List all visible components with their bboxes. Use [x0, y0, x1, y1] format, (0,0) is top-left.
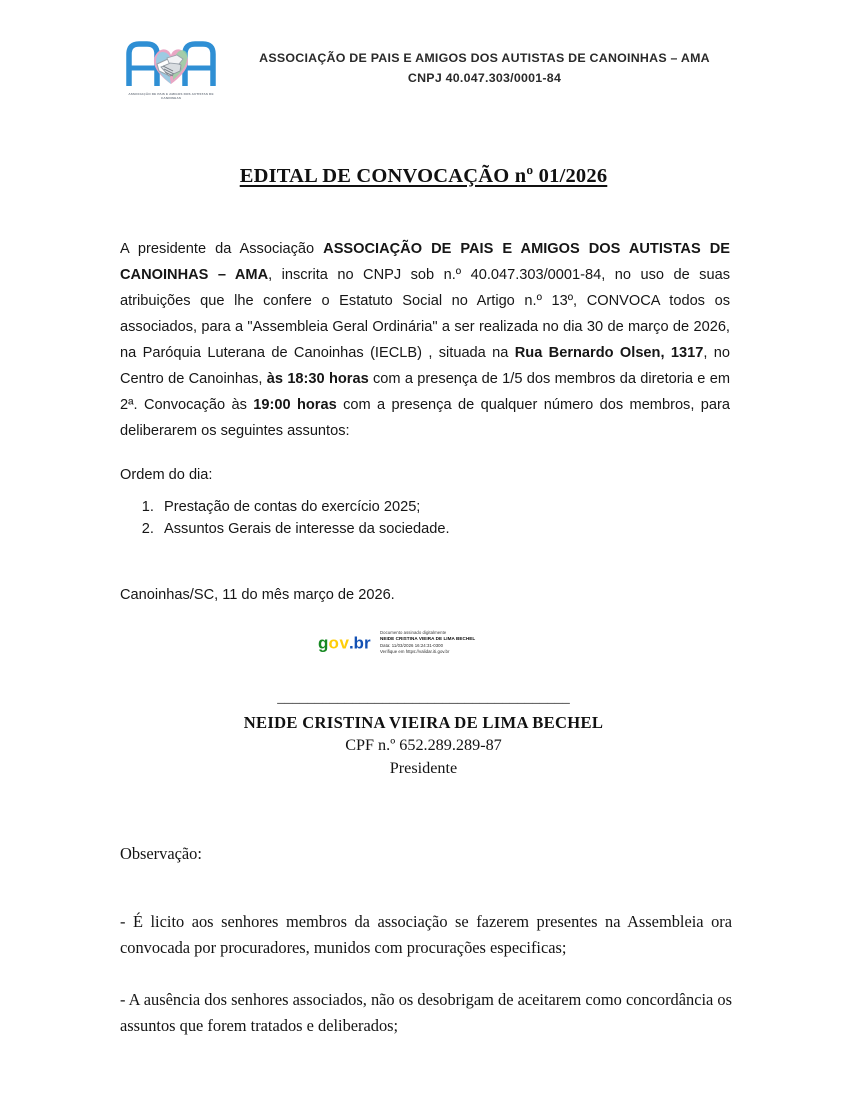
- ama-logo: [116, 38, 226, 101]
- svg-text:.: .: [349, 633, 354, 653]
- page-title-text: EDITAL DE CONVOCAÇÃO nº 01/2026: [239, 165, 608, 187]
- observation-item-1: - É licito aos senhores membros da associação se fazerem presentes na Assembleia ora convocada por procuradores, munidos com procurações especificas;: [120, 912, 732, 957]
- svg-text:r: r: [364, 633, 371, 653]
- list-item: 1. Prestação de contas do exercício 2025;: [158, 496, 730, 518]
- svg-text:o: o: [328, 633, 339, 653]
- organization-name: ASSOCIAÇÃO DE PAIS E AMIGOS DOS AUTISTAS DE CANOINHAS – AMA: [259, 51, 710, 65]
- stamp-date: Data: 11/03/2026 16:24:31-0300: [380, 642, 444, 648]
- govbr-logo-icon: [318, 632, 374, 654]
- header-title-group: [226, 38, 847, 88]
- signatory-cpf: CPF n.º 652.289.289-87: [345, 736, 502, 754]
- para-bold-org-name: ASSOCIAÇÃO DE PAIS E AMIGOS DOS AUTISTAS DE CANOINHAS – AMA: [120, 241, 730, 283]
- agenda-list: [120, 496, 730, 540]
- signatory-name: NEIDE CRISTINA VIEIRA DE LIMA BECHEL: [243, 713, 604, 732]
- para-bold-time-second: 19:00 horas: [253, 397, 337, 413]
- organization-cnpj: CNPJ 40.047.303/0001-84: [407, 70, 562, 85]
- para-bold-time-first: às 18:30 horas: [266, 371, 369, 387]
- svg-text:b: b: [353, 633, 364, 653]
- stamp-text-block: [380, 630, 475, 656]
- convocation-paragraph: [120, 236, 730, 444]
- para-segment-4: com a presença de 1/5 dos membros da diretoria e em 2ª. Convocação às: [120, 371, 730, 413]
- para-segment-2: , inscrita no CNPJ sob n.º 40.047.303/0001-84, no uso de suas atribuições que lhe confere o Estatuto Social no Artigo n.º 13º, CONVOCA todos os associados, para a "Assembleia Geral Ordinária" a ser realizada no dia 30 de março de 2026, na Paróquia Luterana de Canoinhas (IECLB) , situada na: [120, 267, 730, 361]
- agenda-heading: Ordem do dia:: [120, 467, 213, 483]
- svg-text:v: v: [339, 633, 349, 653]
- observation-item-2: - A ausência dos senhores associados, não os desobrigam de aceitarem como concordância os assuntos que forem tratados e deliberados;: [120, 990, 732, 1035]
- stamp-verify-url: Verifique em https://validar.iti.gov.br: [380, 649, 450, 655]
- para-segment-5: com a presença de qualquer número dos membros, para deliberarem os seguintes assuntos:: [120, 397, 731, 439]
- ama-logo-caption: ASSOCIAÇÃO DE PAIS E AMIGOS DOS AUTISTAS DE CANOINHAS: [128, 92, 214, 101]
- stamp-signer-name: NEIDE CRISTINA VIEIRA DE LIMA BECHEL: [380, 636, 476, 642]
- para-segment-3: , no Centro de Canoinhas,: [120, 345, 730, 387]
- para-bold-address: Rua Bernardo Olsen, 1317: [514, 345, 704, 361]
- place-and-date: Canoinhas/SC, 11 do mês março de 2026.: [120, 587, 395, 603]
- signature-block: [0, 690, 847, 780]
- observations-section: [120, 843, 732, 1039]
- list-item: 2. Assuntos Gerais de interesse da sociedade.: [158, 518, 730, 540]
- stamp-line-heading: Documento assinado digitalmente: [380, 630, 447, 635]
- svg-text:g: g: [318, 633, 329, 653]
- document-header: [0, 38, 847, 101]
- digital-signature-stamp: [318, 630, 558, 656]
- para-segment-1: A presidente da Associação: [120, 241, 324, 257]
- observations-title: Observação:: [120, 844, 202, 863]
- page-title: [0, 165, 847, 188]
- signature-rule: _______________________________________: [277, 690, 570, 706]
- ama-logo-icon: [123, 38, 219, 90]
- document-body: [120, 236, 730, 606]
- signatory-role: Presidente: [389, 759, 458, 777]
